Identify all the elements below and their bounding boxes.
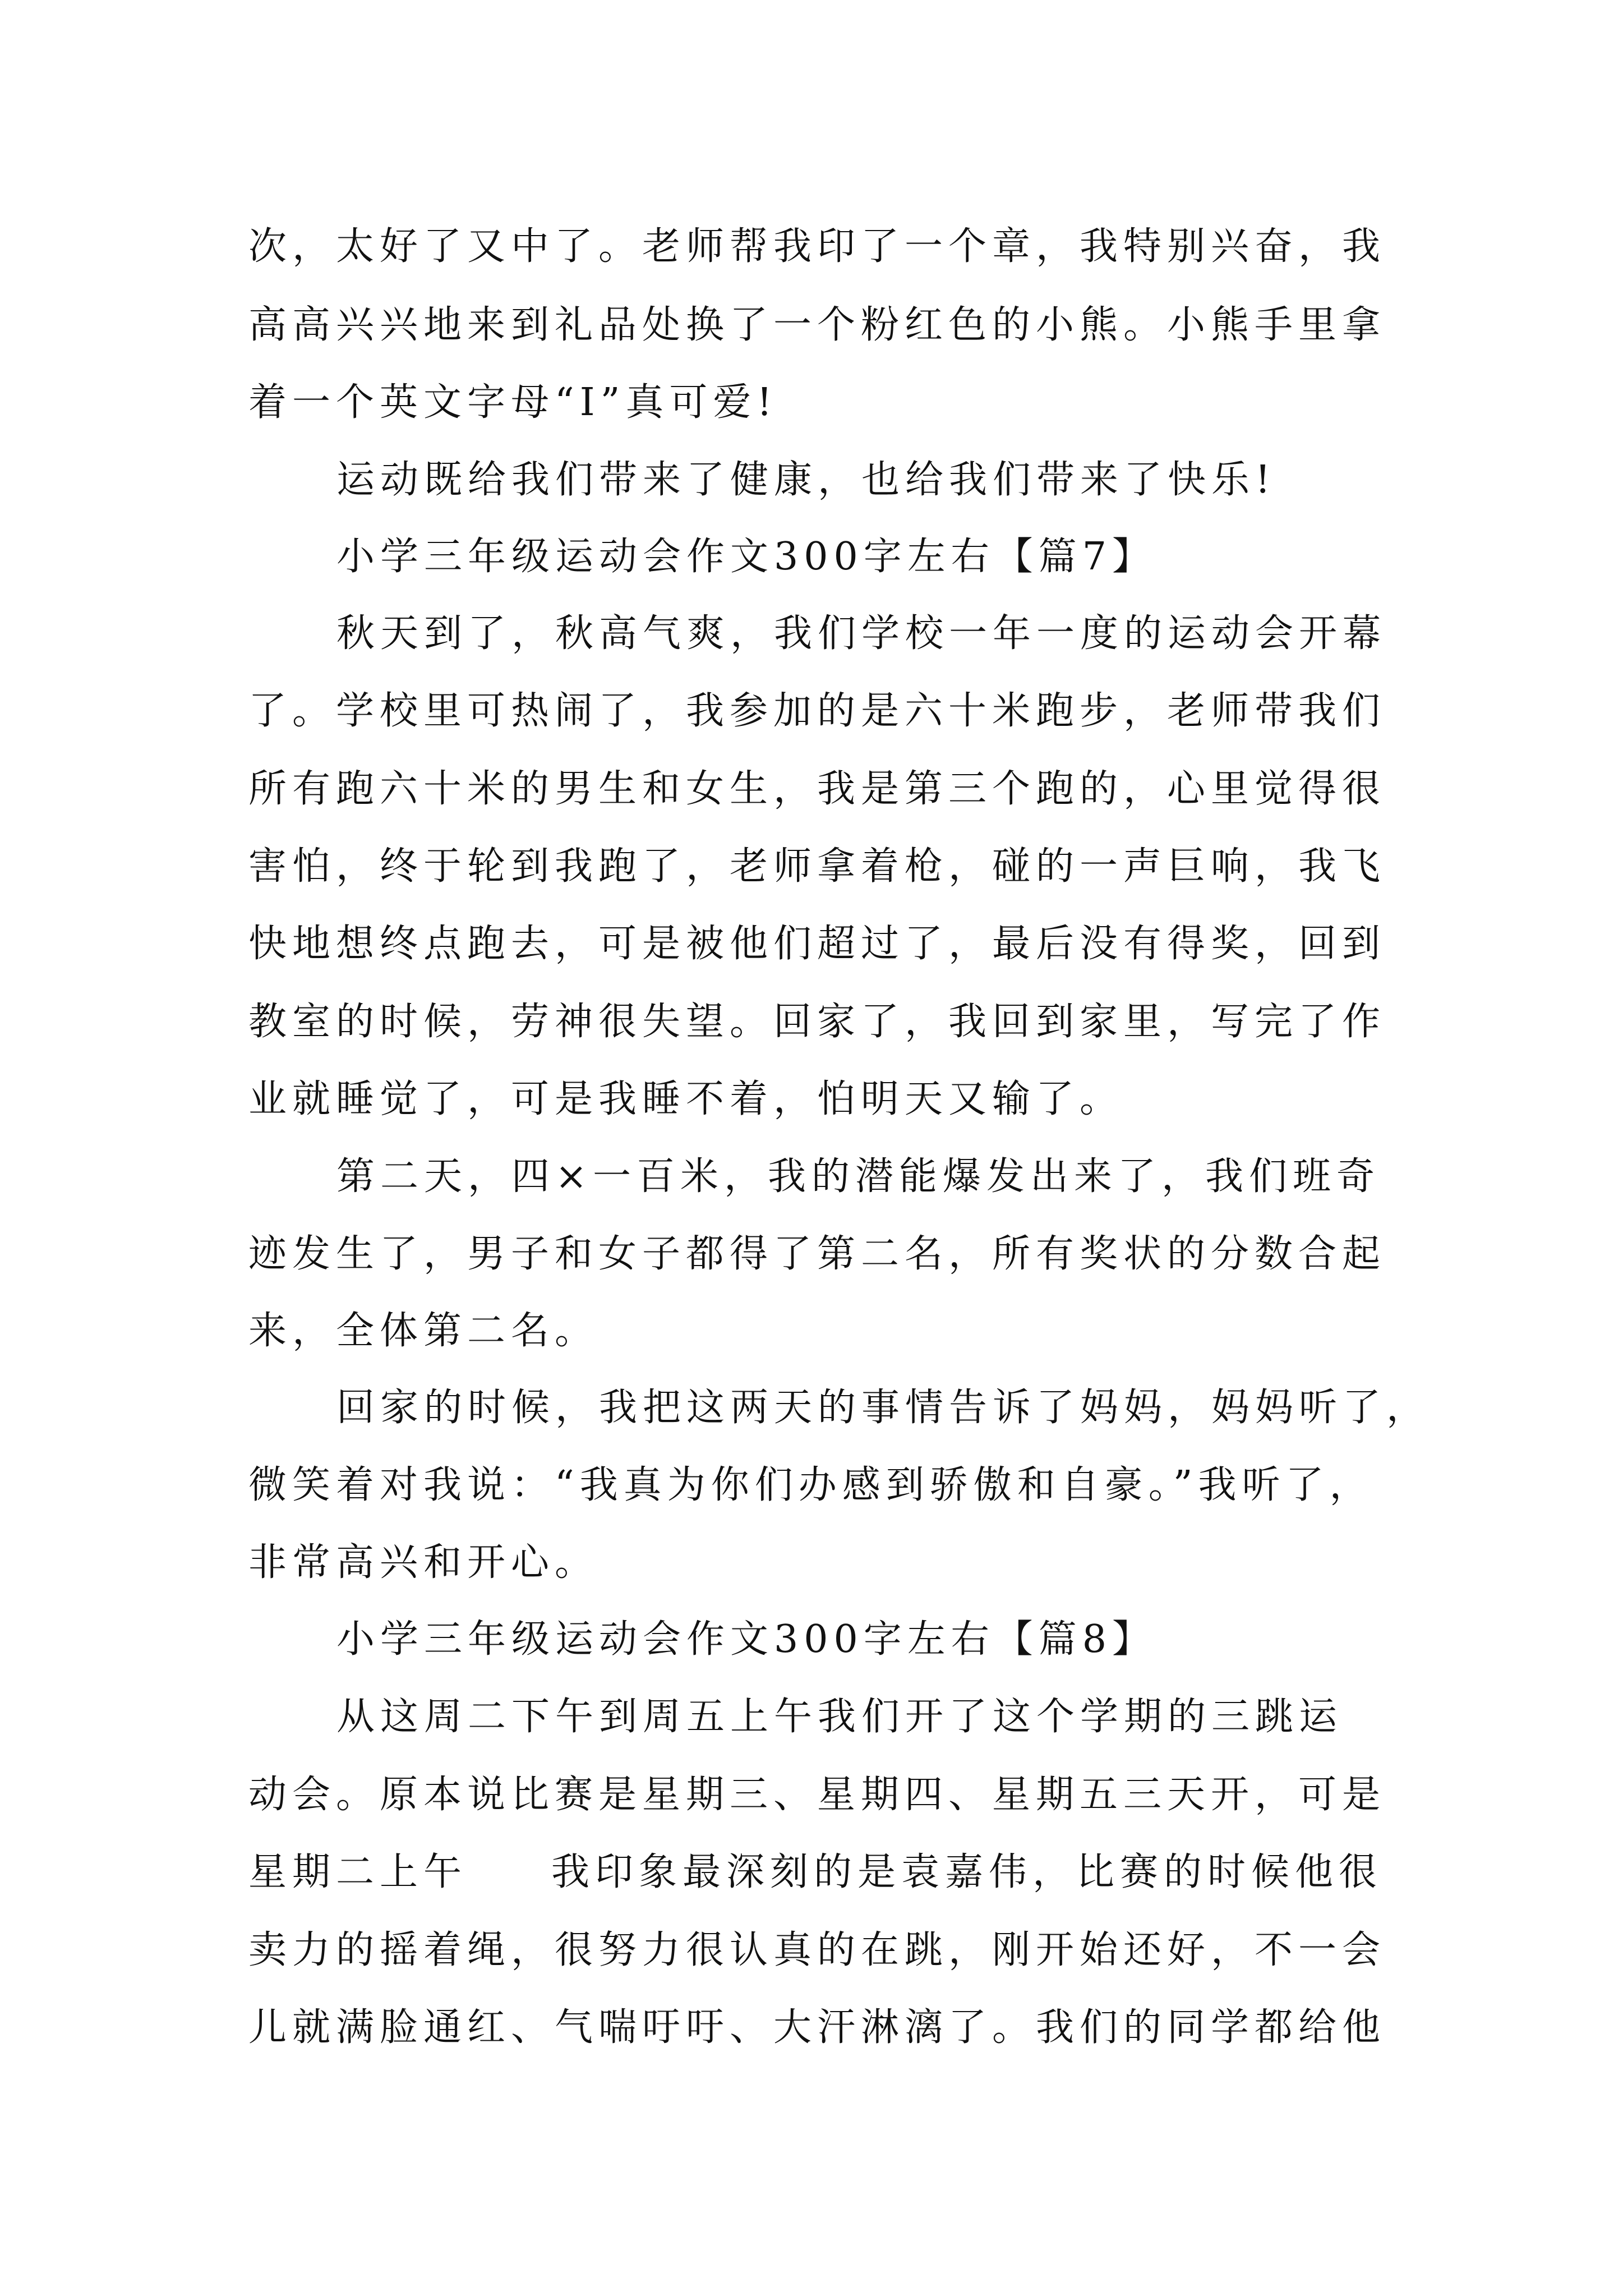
text-line-22-start: 星期二上午 bbox=[248, 1850, 468, 1894]
text-line-18: 非常高兴和开心。 bbox=[248, 1540, 599, 1585]
text-line-9: 害怕，终于轮到我跑了，老师拿着枪，碰的一声巨响，我飞 bbox=[248, 844, 1386, 889]
text-line-4: 运动既给我们带来了健康，也给我们带来了快乐! bbox=[336, 458, 1276, 502]
text-line-3: 着一个英文字母“I”真可爱! bbox=[248, 380, 778, 425]
text-line-20: 从这周二下午到周五上午我们开了这个学期的三跳运 bbox=[336, 1695, 1343, 1739]
text-line-21: 动会。原本说比赛是星期三、星期四、星期五三天开，可是 bbox=[248, 1773, 1386, 1817]
text-line-22-continuation: 我印象最深刻的是袁嘉伟，比赛的时候他很 bbox=[551, 1850, 1383, 1894]
text-line-11: 教室的时候，劳神很失望。回家了，我回到家里，写完了作 bbox=[248, 1000, 1386, 1044]
text-line-2: 高高兴兴地来到礼品处换了一个粉红色的小熊。小熊手里拿 bbox=[248, 303, 1386, 347]
text-line-12: 业就睡觉了，可是我睡不着，怕明天又输了。 bbox=[248, 1077, 1124, 1121]
text-line-13: 第二天，四×一百米，我的潜能爆发出来了，我们班奇 bbox=[336, 1154, 1380, 1199]
section-heading-8: 小学三年级运动会作文300字左右【篇8】 bbox=[336, 1617, 1156, 1662]
section-heading-7: 小学三年级运动会作文300字左右【篇7】 bbox=[336, 535, 1156, 579]
text-line-17: 微笑着对我说：“我真为你们办感到骄傲和自豪。”我听了， bbox=[248, 1463, 1373, 1507]
text-line-22 bbox=[248, 1844, 1382, 1901]
text-line-24: 儿就满脸通红、气喘吁吁、大汗淋漓了。我们的同学都给他 bbox=[248, 2005, 1386, 2050]
text-line-16: 回家的时候，我把这两天的事情告诉了妈妈，妈妈听了， bbox=[336, 1386, 1431, 1430]
text-line-15: 来，全体第二名。 bbox=[248, 1309, 599, 1353]
text-line-1: 次，太好了又中了。老师帮我印了一个章，我特别兴奋，我 bbox=[248, 224, 1386, 269]
text-line-6: 秋天到了，秋高气爽，我们学校一年一度的运动会开幕 bbox=[336, 611, 1387, 656]
text-line-8: 所有跑六十米的男生和女生，我是第三个跑的，心里觉得很 bbox=[248, 767, 1386, 811]
text-line-10: 快地想终点跑去，可是被他们超过了，最后没有得奖，回到 bbox=[248, 922, 1386, 966]
text-line-7: 了。学校里可热闹了，我参加的是六十米跑步，老师带我们 bbox=[248, 689, 1386, 733]
text-line-23: 卖力的摇着绳，很努力很认真的在跳，刚开始还好，不一会 bbox=[248, 1928, 1386, 1972]
text-line-14: 迹发生了，男子和女子都得了第二名，所有奖状的分数合起 bbox=[248, 1232, 1386, 1276]
